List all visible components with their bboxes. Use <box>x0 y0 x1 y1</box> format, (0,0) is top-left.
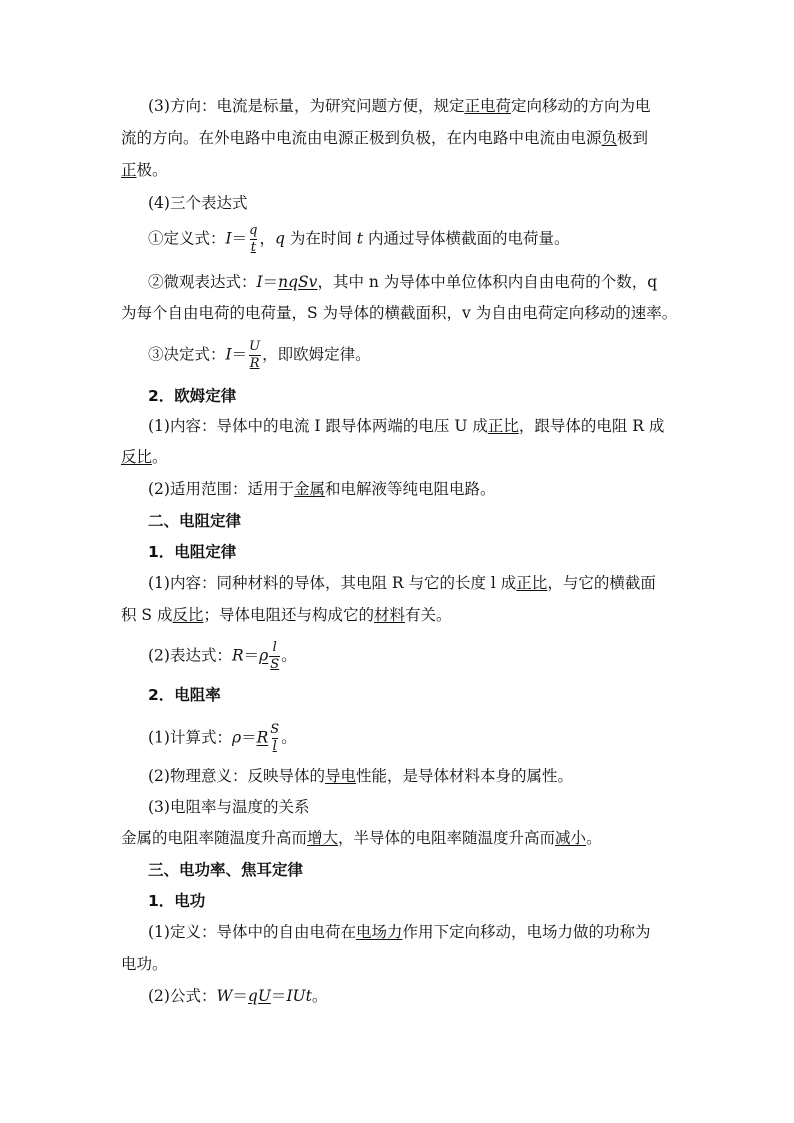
denominator: t <box>250 240 256 255</box>
resistance-law-section-title: 二、电阻定律 <box>148 512 242 530</box>
text: 。 <box>586 829 602 847</box>
text: 流的方向。在外电路中电流由电源正极到负极，在内电路中电流由电源 <box>121 129 602 147</box>
answer-blank: 增大 <box>307 829 339 847</box>
direction-line-3 <box>121 160 168 180</box>
text: ， <box>259 229 275 248</box>
text: (3)方向：电流是标量，为研究问题方便，规定 <box>148 97 465 115</box>
numerator: S <box>270 722 280 737</box>
decisive-formula <box>148 340 371 371</box>
text: 。 <box>281 728 297 747</box>
text: (1)定义：导体中的自由电荷在 <box>148 923 356 941</box>
resistivity-meaning <box>148 766 573 786</box>
ohm-content-line-1 <box>148 416 664 436</box>
var: t <box>356 229 364 248</box>
var: I <box>225 229 232 248</box>
var: IUt <box>286 987 312 1005</box>
resistivity-heading: 2．电阻率 <box>148 686 221 704</box>
electric-work-formula <box>148 986 327 1006</box>
resistance-expression <box>148 641 297 672</box>
resistivity-formula <box>148 723 297 754</box>
direction-line-2 <box>121 128 648 148</box>
text: 内通过导体横截面的电荷量。 <box>363 229 570 248</box>
var: W <box>216 987 233 1005</box>
label: (2)表达式： <box>148 646 232 665</box>
text: 性能，是导体材料本身的属性。 <box>355 767 573 785</box>
electric-work-definition-line-1 <box>148 922 651 942</box>
resistivity-temperature-title: (3)电阻率与温度的关系 <box>148 798 310 816</box>
text: (2)适用范围：适用于 <box>148 480 294 498</box>
text: 和电解液等纯电阻电路。 <box>324 480 496 498</box>
text: ，半导体的电阻率随温度升高而 <box>338 829 556 847</box>
ohm-scope <box>148 479 496 499</box>
label: (2)公式： <box>148 987 217 1005</box>
eq: ＝ <box>241 728 257 747</box>
text: 。 <box>281 646 297 665</box>
answer-blank: 减小 <box>555 829 587 847</box>
numerator: l <box>272 640 277 655</box>
answer-blank: 正电荷 <box>464 97 511 115</box>
definition-formula <box>148 224 569 255</box>
text: 金属的电阻率随温度升高而 <box>121 829 308 847</box>
var: ρ <box>231 728 242 747</box>
answer-blank: 正比 <box>487 417 519 435</box>
text: (2)物理意义：反映导体的 <box>148 767 325 785</box>
var: R <box>231 646 244 665</box>
text: 。 <box>311 987 328 1005</box>
eq: ＝ <box>262 273 279 291</box>
fraction <box>248 224 258 255</box>
label: (1)计算式： <box>148 728 232 747</box>
electric-work-heading: 1．电功 <box>148 892 206 910</box>
answer-blank: 负 <box>601 129 618 147</box>
answer-blank: 材料 <box>374 606 406 624</box>
denominator: S <box>270 657 280 672</box>
var: q <box>275 229 285 248</box>
resistance-content-line-2 <box>121 605 452 625</box>
text: (1)内容：导体中的电流 I 跟导体两端的电压 U 成 <box>148 417 488 435</box>
var: I <box>256 273 263 291</box>
microscopic-formula-line-1 <box>148 272 657 292</box>
denominator: R <box>249 356 260 371</box>
text: ，即欧姆定律。 <box>262 345 371 364</box>
direction-line-1 <box>148 96 651 116</box>
text: 有关。 <box>405 606 452 624</box>
text: 。 <box>152 448 168 466</box>
answer-blank: qU <box>247 987 271 1005</box>
label: ①定义式： <box>148 229 226 248</box>
answer-blank: 导电 <box>324 767 356 785</box>
numerator: q <box>249 223 258 238</box>
eq: ＝ <box>231 229 248 248</box>
text: 为在时间 <box>284 229 357 248</box>
text: ，其中 n 为导体中单位体积内自由电荷的个数，q <box>317 273 658 291</box>
expressions-title: (4)三个表达式 <box>148 194 248 212</box>
microscopic-formula-line-2: 为每个自由电荷的电荷量，S 为导体的横截面积，v 为自由电荷定向移动的速率。 <box>121 304 678 322</box>
eq: ＝ <box>231 345 248 364</box>
text: 极到 <box>617 129 649 147</box>
denominator: l <box>272 739 277 754</box>
label: ②微观表达式： <box>148 273 257 291</box>
numerator: U <box>249 339 261 354</box>
fraction <box>269 641 280 672</box>
text: 积 S 成 <box>121 606 173 624</box>
eq: ＝ <box>270 987 287 1005</box>
fraction <box>248 340 261 371</box>
answer-blank: 正 <box>121 161 137 179</box>
text: ，跟导体的电阻 R 成 <box>518 417 665 435</box>
fraction <box>269 723 280 754</box>
ohm-content-line-2 <box>121 447 168 467</box>
answer-blank: ρ <box>259 646 269 665</box>
answer-blank: 反比 <box>121 448 153 466</box>
answer-blank: 反比 <box>172 606 204 624</box>
eq: ＝ <box>232 987 248 1005</box>
resistance-law-heading: 1．电阻定律 <box>148 543 237 561</box>
text: 极。 <box>136 161 168 179</box>
answer-blank: 正比 <box>516 574 548 592</box>
ohm-law-heading: 2．欧姆定律 <box>148 387 237 405</box>
text: 定向移动的方向为电 <box>510 97 651 115</box>
label: ③决定式： <box>148 345 226 364</box>
answer-blank: nqSv <box>278 273 318 291</box>
answer-blank: R <box>256 728 269 747</box>
text: (1)内容：同种材料的导体，其电阻 R 与它的长度 l 成 <box>148 574 517 592</box>
resistance-content-line-1 <box>148 573 656 593</box>
answer-blank: 金属 <box>293 480 325 498</box>
var: I <box>225 345 232 364</box>
electric-work-definition-line-2: 电功。 <box>121 955 168 973</box>
text: ；导体电阻还与构成它的 <box>203 606 375 624</box>
electric-power-section-title: 三、电功率、焦耳定律 <box>148 861 304 879</box>
resistivity-temperature-text <box>121 828 602 848</box>
text: 作用下定向移动，电场力做的功称为 <box>402 923 651 941</box>
text: ，与它的横截面 <box>547 574 656 592</box>
eq: ＝ <box>243 646 260 665</box>
answer-blank: 电场力 <box>355 923 403 941</box>
